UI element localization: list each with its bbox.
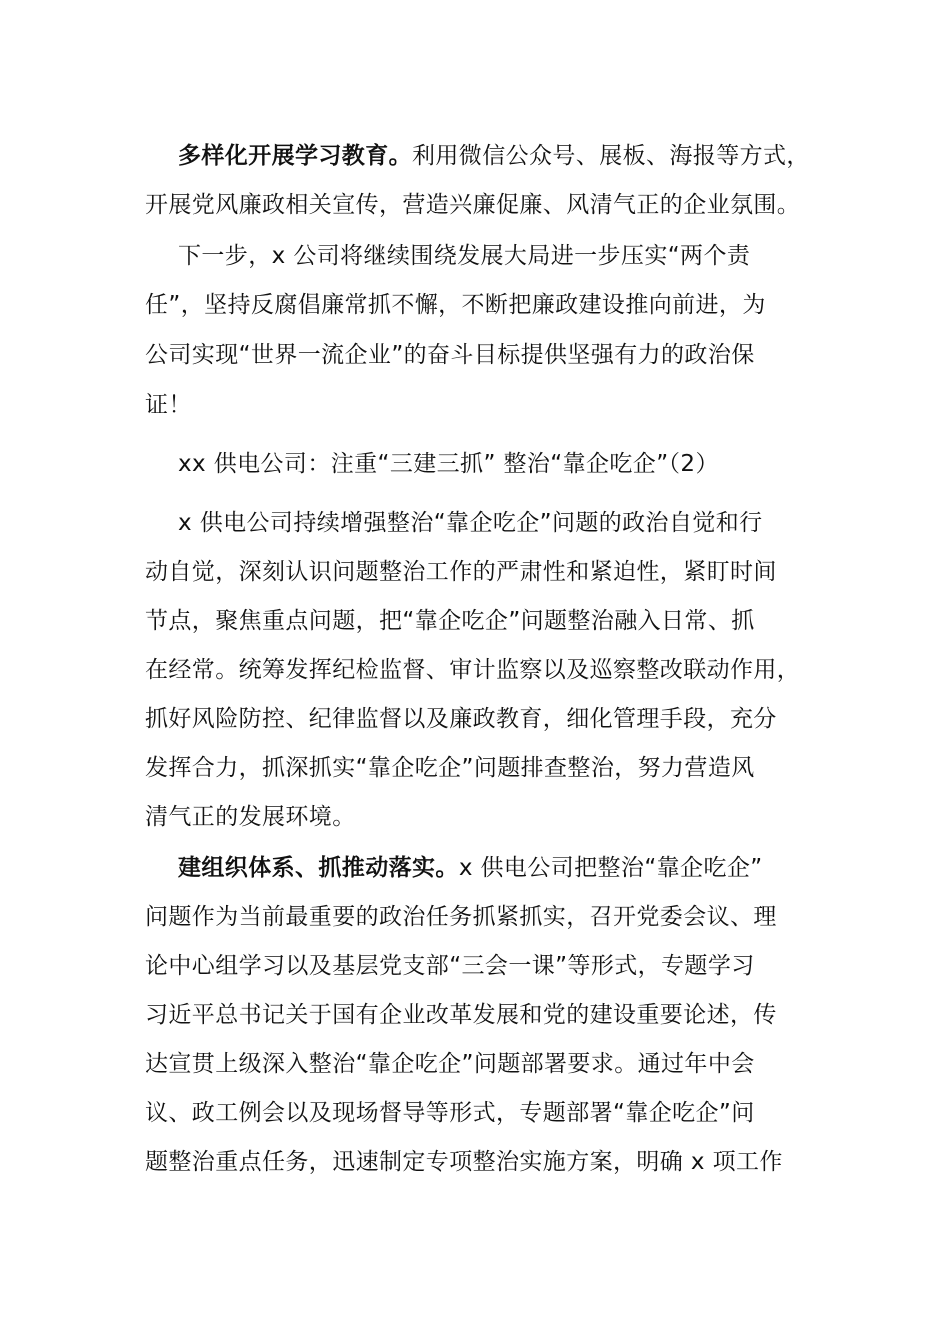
section-heading: xx 供电公司：注重“三建三抓” 整治“靠企吃企”（2） — [178, 451, 719, 477]
paragraph-line: 公司实现“世界一流企业”的奋斗目标提供坚强有力的政治保 — [145, 342, 755, 368]
paragraph-line: 任”，坚持反腐倡廉常抓不懈，不断把廉政建设推向前进，为 — [145, 292, 766, 318]
paragraph-line: 议、政工例会以及现场督导等形式，专题部署“靠企吃企”问 — [145, 1100, 755, 1126]
paragraph-line: 发挥合力，抓深抓实“靠企吃企”问题排查整治，努力营造风 — [145, 755, 755, 781]
line-text: 利用微信公众号、展板、海报等方式， — [412, 143, 810, 169]
paragraph-line: 抓好风险防控、纪律监督以及廉政教育，细化管理手段，充分 — [145, 706, 777, 732]
bold-lead: 多样化开展学习教育。 — [178, 143, 412, 169]
bold-lead: 建组织体系、抓推动落实。 — [178, 855, 459, 881]
paragraph-line: 达宣贯上级深入整治“靠企吃企”问题部署要求。通过年中会 — [145, 1051, 755, 1077]
paragraph-line — [178, 852, 763, 884]
paragraph-line: 题整治重点任务，迅速制定专项整治实施方案，明确 x 项工作 — [145, 1149, 783, 1175]
paragraph-line: 动自觉，深刻认识问题整治工作的严肃性和紧迫性，紧盯时间 — [145, 559, 777, 585]
paragraph-line: 下一步，x 公司将继续围绕发展大局进一步压实“两个责 — [178, 243, 751, 269]
paragraph-line: 论中心组学习以及基层党支部“三会一课”等形式，专题学习 — [145, 953, 755, 979]
paragraph-line: 清气正的发展环境。 — [145, 804, 356, 830]
line-text: x 供电公司把整治“靠企吃企” — [458, 855, 763, 881]
paragraph-line: 节点，聚焦重点问题，把“靠企吃企”问题整治融入日常、抓 — [145, 608, 755, 634]
paragraph-line: 开展党风廉政相关宣传，营造兴廉促廉、风清气正的企业氛围。 — [145, 192, 801, 218]
paragraph-line: 在经常。统筹发挥纪检监督、审计监察以及巡察整改联动作用， — [145, 657, 801, 683]
paragraph-line: x 供电公司持续增强整治“靠企吃企”问题的政治自觉和行 — [178, 510, 763, 536]
paragraph-line: 问题作为当前最重要的政治任务抓紧抓实，召开党委会议、理 — [145, 904, 777, 930]
paragraph-line — [178, 140, 810, 172]
paragraph-line: 证！ — [145, 392, 192, 418]
paragraph-line: 习近平总书记关于国有企业改革发展和党的建设重要论述，传 — [145, 1002, 777, 1028]
